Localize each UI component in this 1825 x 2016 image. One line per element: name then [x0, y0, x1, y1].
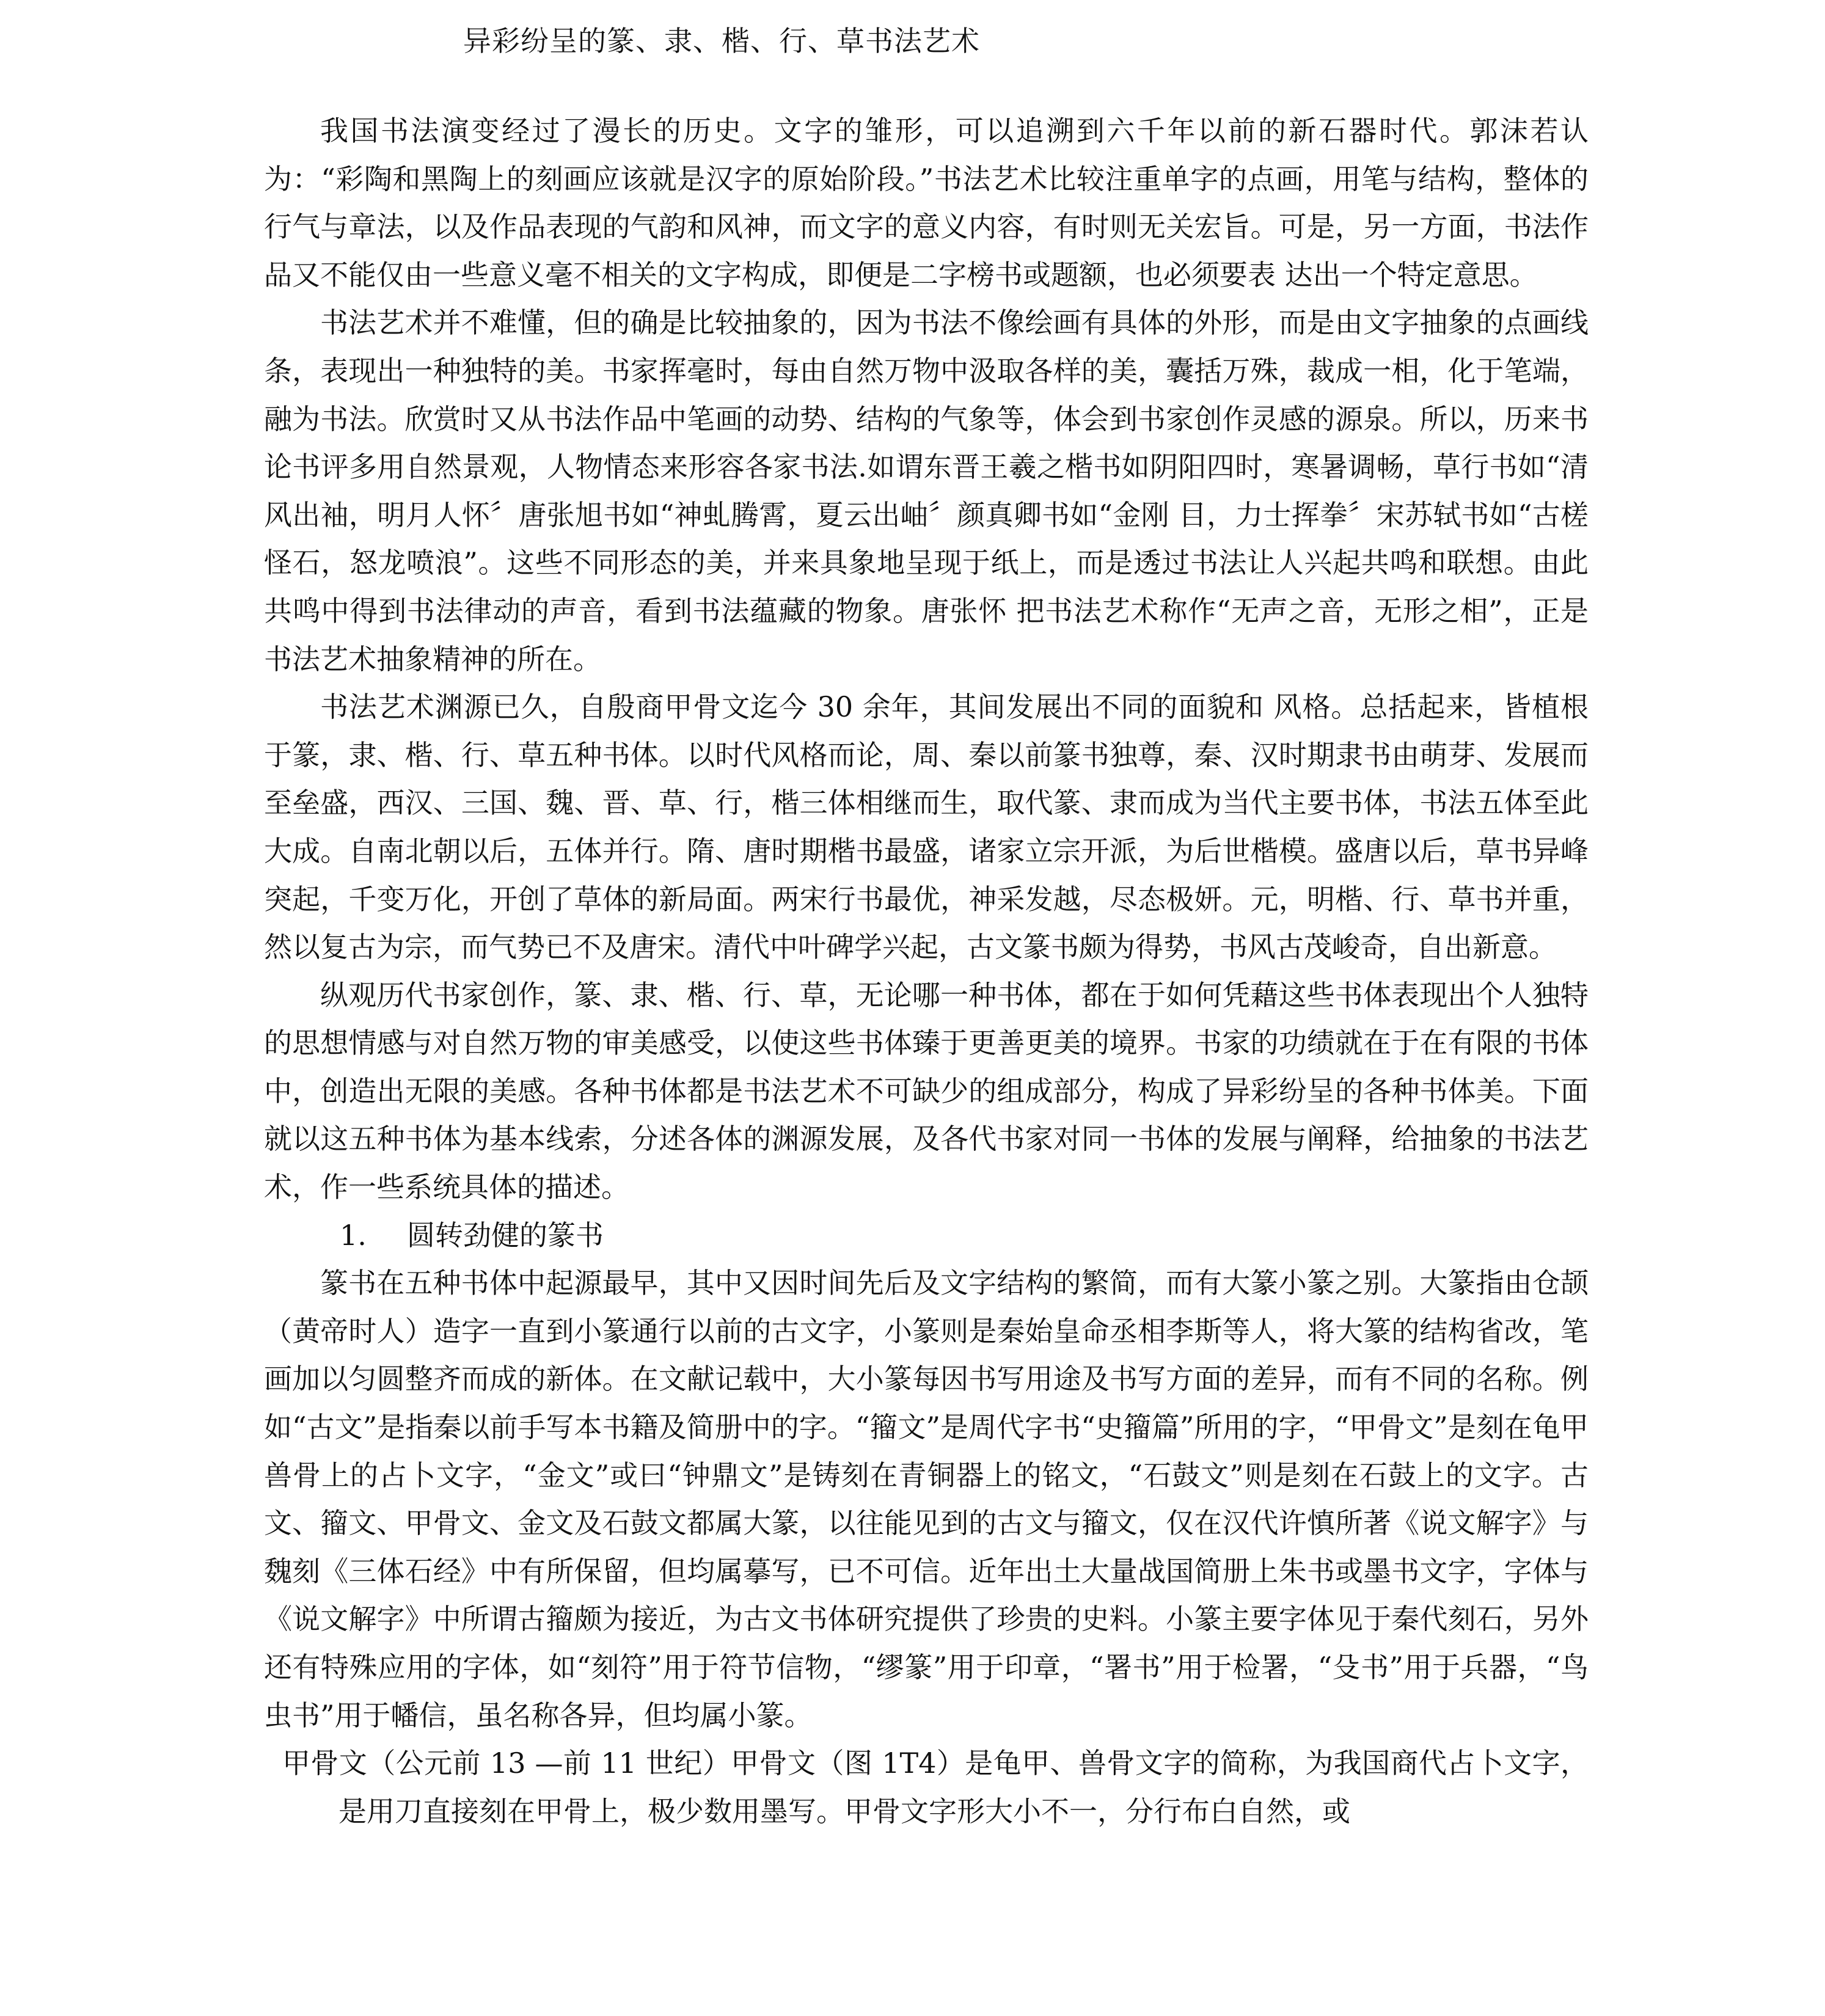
paragraph-abstract-art: 书法艺术并不难懂，但的确是比较抽象的，因为书法不像绘画有具体的外形，而是由文字抽象的点画线条，表现出一种独特的美。书家挥毫时，每由自然万物中汲取各样的美，囊括万殊，裁成一相，化于笔端，融为书法。欣赏时又从书法作品中笔画的动势、结构的气象等，体会到书家创作灵感的源泉。所以，历来书论书评多用自然景观，人物情态来形容各家书法.如谓东晋王羲之楷书如阴阳四时，寒暑调畅，草行书如“清风出袖，明月人怀〞唐张旭书如“神虬腾霄，夏云出岫〞颜真卿书如“金刚 目，力士挥拳〞宋苏轼书如“古槎怪石，怒龙喷浪”。这些不同形态的美，并来具象地呈现于纸上，而是透过书法让人兴起共鸣和联想。由此共鸣中得到书法律动的声音，看到书法蕴藏的物象。唐张怀 把书法艺术称作“无声之音，无形之相”，正是书法艺术抽象精神的所在。 [264, 306, 1589, 676]
document-body [264, 107, 1589, 1835]
paragraph-oracle-bone: 甲骨文（公元前 13 —前 11 世纪）甲骨文（图 1T4）是龟甲、兽骨文字的简称，为我国商代占卜文字，是用刀直接刻在甲骨上，极少数用墨写。甲骨文字形大小不一，分行布白自然，或 [282, 1747, 1589, 1828]
paragraph-intro: 我国书法演变经过了漫长的历史。文字的雏形，可以追溯到六千年以前的新石器时代。郭沫若认为：“彩陶和黑陶上的刻画应该就是汉字的原始阶段。”书法艺术比较注重单字的点画，用笔与结构，整体的行气与章法，以及作品表现的气韵和风神，而文字的意义内容，有时则无关宏旨。可是，另一方面，书法作品又不能仅由一些意义毫不相关的文字构成，即便是二字榜书或题额，也必须要表 达出一个特定意思。 [264, 114, 1589, 291]
paragraph-seal-script: 篆书在五种书体中起源最早，其中又因时间先后及文字结构的繁简，而有大篆小篆之别。大篆指由仓颉（黄帝时人）造字一直到小篆通行以前的古文字，小篆则是秦始皇命丞相李斯等人，将大篆的结构省改，笔画加以匀圆整齐而成的新体。在文献记载中，大小篆每因书写用途及书写方面的差异，而有不同的名称。例如“古文”是指秦以前手写本书籍及简册中的字。“籀文”是周代字书“史籀篇”所用的字，“甲骨文”是刻在龟甲兽骨上的占卜文字，“金文”或曰“钟鼎文”是铸刻在青铜器上的铭文，“石鼓文”则是刻在石鼓上的文字。古文、籀文、甲骨文、金文及石鼓文都属大篆，以往能见到的古文与籀文，仅在汉代许慎所著《说文解字》与魏刻《三体石经》中有所保留，但均属摹写，已不可信。近年出土大量战国简册上朱书或墨书文字，字体与《说文解字》中所谓古籀颇为接近，为古文书体研究提供了珍贵的史料。小篆主要字体见于秦代刻石，另外还有特殊应用的字体，如“刻符”用于符节信物，“缪篆”用于印章，“署书”用于检署，“殳书”用于兵器，“鸟虫书”用于幡信，虽名称各异，但均属小篆。 [264, 1266, 1589, 1732]
section-heading [264, 1211, 1589, 1260]
paragraph-history-overview: 书法艺术渊源已久，自殷商甲骨文迄今 30 余年，其间发展出不同的面貌和 风格。总括起来，皆植根于篆，隶、楷、行、草五种书体。以时代风格而论，周、秦以前篆书独尊，秦、汉时期隶书由萌芽、发展而至垒盛，西汉、三国、魏、晋、草、行，楷三体相继而生，取代篆、隶而成为当代主要书体，书法五体至此大成。自南北朝以后，五体并行。隋、唐时期楷书最盛，诸家立宗开派，为后世楷模。盛唐以后，草书异峰突起，千变万化，开创了草体的新局面。两宋行书最优，神采发越，尽态极妍。元，明楷、行、草书并重，然以复古为宗，而气势已不及唐宋。清代中叶碑学兴起，古文篆书颇为得势，书风古茂峻奇，自出新意。 [264, 690, 1589, 964]
section-number: 1. [340, 1218, 367, 1252]
paragraph-five-scripts: 纵观历代书家创作，篆、隶、楷、行、草，无论哪一种书体，都在于如何凭藉这些书体表现出个人独特的思想情感与对自然万物的审美感受，以使这些书体臻于更善更美的境界。书家的功绩就在于在有限的书体中，创造出无限的美感。各种书体都是书法艺术不可缺少的组成部分，构成了异彩纷呈的各种书体美。下面就以这五种书体为基本线索，分述各体的渊源发展，及各代书家对同一书体的发展与阐释，给抽象的书法艺术，作一些系统具体的描述。 [264, 978, 1589, 1204]
section-title: 圆转劲健的篆书 [407, 1218, 604, 1252]
document-title: 异彩纷呈的篆、隶、楷、行、草书法艺术 [463, 24, 980, 57]
